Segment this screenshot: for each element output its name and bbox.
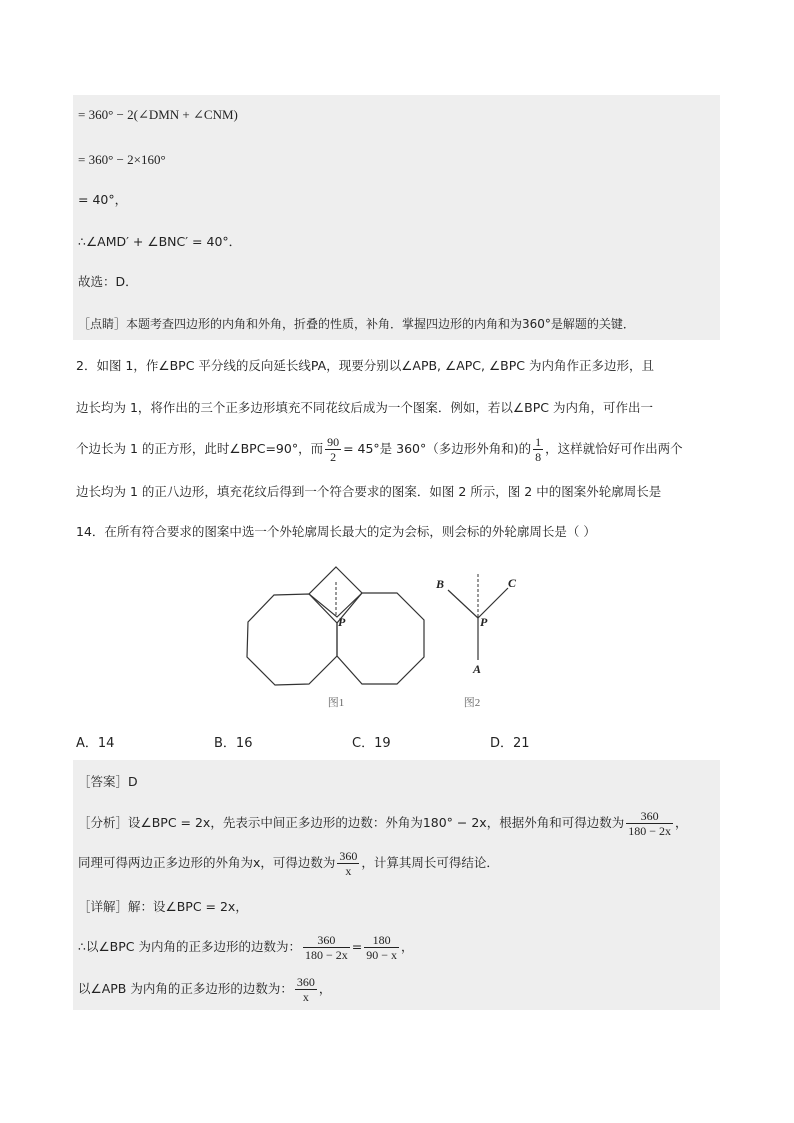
solution-line-2: = 360° − 2×160° <box>78 152 166 167</box>
option-b[interactable]: B．16 <box>214 736 253 751</box>
fraction-360-over-180-2x: $\frac{360}{180 - 2x}$ <box>628 809 671 838</box>
solution-line-4: ∴∠AMD′ + ∠BNC′ = 40°． <box>78 234 242 249</box>
ray-pc <box>478 588 508 618</box>
option-a[interactable]: A．14 <box>76 736 115 751</box>
figure-2 <box>430 560 520 710</box>
point-a-label: A <box>473 662 482 676</box>
figure-2-caption: 图2 <box>463 697 481 709</box>
option-c[interactable]: C．19 <box>352 736 391 751</box>
fraction-180-over-90-x: $\frac{180}{90 - x}$ <box>366 933 398 962</box>
question-line-3b: = 45°是 360°（多边形外角和)的 <box>343 441 532 456</box>
right-octagon <box>337 593 424 684</box>
detail-line-3: 以∠APB 为内角的正多边形的边数为： $\frac{360}{x}$ ， <box>78 975 332 1004</box>
figure-1 <box>240 560 440 710</box>
detail-line-1: ［详解］解：设∠BPC = 2x， <box>78 899 248 914</box>
analysis-line-2: 同理可得两边正多边形的外角为x，可得边数为 $\frac{360}{x}$ ，计算其周长可得结论． <box>78 849 499 878</box>
fraction-360-over-x: $\frac{360}{x}$ <box>296 975 315 1004</box>
fraction-90-over-2: $\frac{90}{2}$ <box>327 435 340 464</box>
point-p-label: P <box>480 615 488 629</box>
option-d[interactable]: D．21 <box>490 736 530 751</box>
fraction-1-over-8: $\frac{1}{8}$ <box>535 435 542 464</box>
ray-pb <box>448 590 478 618</box>
question-line-3a: 个边长为 1 的正方形，此时∠BPC=90°，而 <box>76 441 324 456</box>
point-p-label: P <box>338 615 346 629</box>
fraction-360-over-180-2x: $\frac{360}{180 - 2x}$ <box>304 933 348 962</box>
solution-line-1: = 360° − 2(∠DMN + ∠CNM) <box>78 107 238 122</box>
solution-block-top <box>73 95 720 340</box>
point-c-label: C <box>508 576 517 590</box>
answer-line: ［答案］D <box>78 774 138 789</box>
question-line-3c: ，这样就恰好可作出两个 <box>545 441 683 456</box>
point-b-label: B <box>436 577 445 591</box>
left-octagon <box>247 594 337 685</box>
question-line-5: 14．在所有符合要求的图案中选一个外轮廓周长最大的定为会标，则会标的外轮廓周长是（ ） <box>76 524 596 539</box>
question-line-3 <box>76 432 683 466</box>
fraction-360-over-x: $\frac{360}{x}$ <box>339 849 358 878</box>
solution-line-3: = 40°， <box>78 192 128 207</box>
question-line-4: 边长均为 1 的正八边形，填充花纹后得到一个符合要求的图案．如图 2 所示，图 2 中的图案外轮廓周长是 <box>76 484 662 499</box>
detail-line-2: ∴以∠BPC 为内角的正多边形的边数为： $\frac{360}{180 - 2x}$ = $\frac{180}{90 - x}$ ， <box>78 933 414 962</box>
figure-1-caption: 图1 <box>327 697 345 709</box>
question-line-1: 2．如图 1，作∠BPC 平分线的反向延长线PA，现要分别以∠APB, ∠APC, ∠BPC 为内角作正多边形，且 <box>76 358 654 373</box>
solution-line-5: 故选：D． <box>78 274 138 289</box>
question-line-2: 边长均为 1，将作出的三个正多边形填充不同花纹后成为一个图案．例如，若以∠BPC 为内角，可作出一 <box>76 400 653 415</box>
analysis-line-1: ［分析］设∠BPC = 2x，先表示中间正多边形的边数：外角为180° − 2x，根据外角和可得边数为 $\frac{360}{180 - 2x}$ ， <box>78 809 688 838</box>
key-point-note: ［点睛］本题考查四边形的内角和外角，折叠的性质，补角．掌握四边形的内角和为360°是解题的关键． <box>78 317 635 331</box>
